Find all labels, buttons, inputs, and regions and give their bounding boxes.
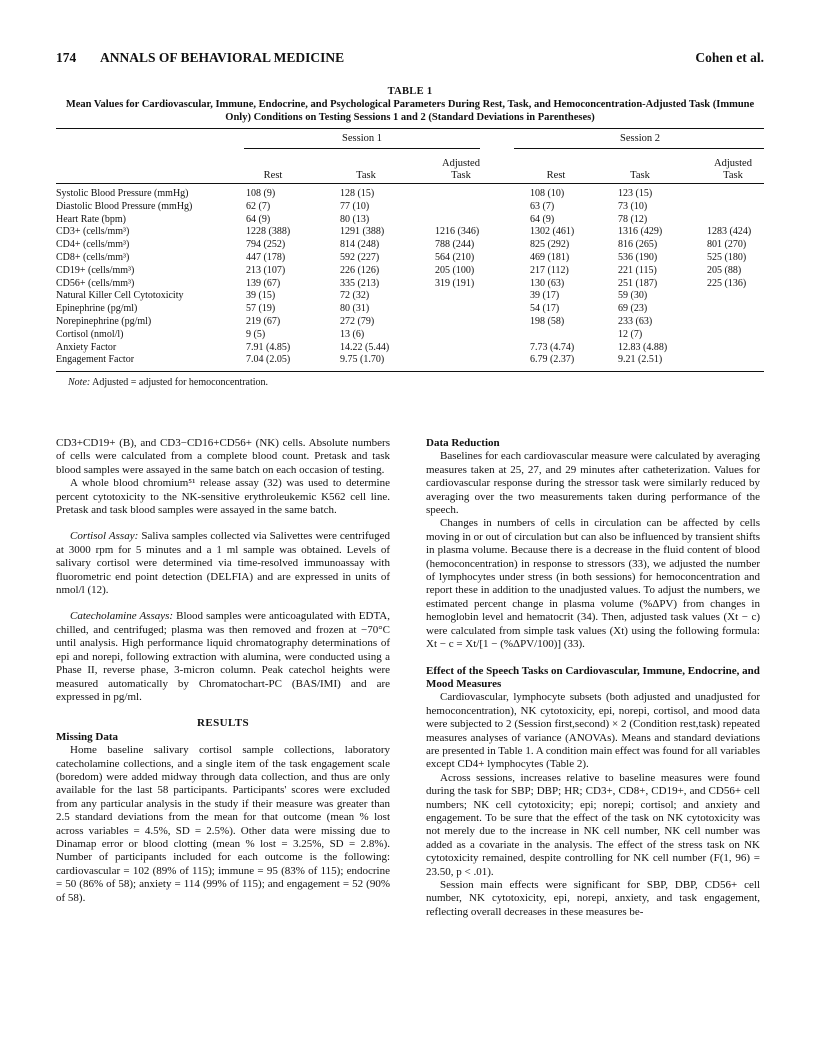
cell-s1-rest: 64 (9) (246, 213, 271, 225)
cell-s1-adjusted: 319 (191) (435, 277, 475, 289)
cell-s2-adjusted: 225 (136) (707, 277, 747, 289)
col-head-s2-adjusted (702, 158, 764, 182)
cell-s2-adjusted: 801 (270) (707, 239, 747, 251)
cell-s2-rest: 825 (292) (530, 239, 570, 251)
results-heading: RESULTS (197, 717, 249, 730)
cell-s2-rest: 39 (17) (530, 290, 560, 302)
cell-s1-rest: 219 (67) (246, 316, 281, 327)
author-credit: Cohen et al. (695, 50, 764, 65)
catecholamine-assay-lead: Catecholamine Assays: (70, 610, 174, 623)
row-label: CD19+ (cells/mm³) (56, 264, 135, 276)
cell-s1-task: 72 (32) (340, 290, 370, 302)
table-top-rule (56, 128, 764, 129)
cell-s1-rest: 9 (5) (246, 328, 266, 340)
col-head-s2-adjusted-line1: Adjusted (714, 158, 752, 169)
row-label: Cortisol (nmol/l) (56, 328, 124, 340)
cell-s1-rest: 1228 (388) (246, 226, 291, 238)
cell-s1-task: 128 (15) (340, 188, 375, 199)
table-row (56, 226, 764, 238)
row-label: Natural Killer Cell Cytotoxicity (56, 290, 184, 302)
cell-s1-rest: 39 (15) (246, 290, 276, 302)
page-number: 174 (56, 50, 77, 65)
row-label: CD56+ (cells/mm³) (56, 277, 135, 289)
table-note (68, 377, 268, 388)
cell-s1-adjusted: 1216 (346) (435, 226, 480, 238)
col-head-s1-task: Task (356, 170, 376, 181)
cell-s2-task: 536 (190) (618, 252, 658, 263)
cell-s1-task: 80 (13) (340, 213, 370, 225)
row-label: CD8+ (cells/mm³) (56, 252, 130, 263)
cell-s2-task: 123 (15) (618, 188, 653, 199)
row-label: Epinephrine (pg/ml) (56, 303, 138, 315)
missing-data-heading: Missing Data (56, 730, 119, 743)
row-label: Norepinephrine (pg/ml) (56, 316, 152, 327)
cortisol-assay-lead: Cortisol Assay: (70, 530, 139, 543)
cell-s2-task: 59 (30) (618, 290, 648, 302)
col-head-s2-task: Task (630, 170, 650, 181)
table-bottom-rule (56, 371, 764, 372)
right-paragraph-1: Baselines for each cardiovascular measure were calculated by averaging measures taken at 25, 27, and 29 minutes after catheterization. Values for cardiovascular response during the stressor task were similarly reduced by averaging over the two measurements taken during performance of the speech. (426, 450, 760, 517)
cell-s2-rest: 6.79 (2.37) (530, 354, 575, 366)
cell-s2-rest: 130 (63) (530, 277, 565, 289)
row-label: Diastolic Blood Pressure (mmHg) (56, 200, 193, 212)
cell-s1-adjusted: 788 (244) (435, 239, 475, 251)
cell-s2-task: 1316 (429) (618, 226, 663, 238)
row-label: CD3+ (cells/mm³) (56, 226, 130, 238)
cell-s1-rest: 213 (107) (246, 264, 286, 276)
table-label: TABLE 1 (387, 86, 433, 97)
cell-s2-task: 251 (187) (618, 277, 658, 289)
table-row (56, 252, 764, 264)
table-row (56, 303, 764, 315)
left-column (56, 437, 390, 905)
cell-s1-task: 226 (126) (340, 264, 380, 276)
session2-label: Session 2 (620, 133, 660, 144)
table-row (56, 201, 764, 213)
cell-s2-adjusted: 525 (180) (707, 252, 747, 263)
cell-s2-task: 73 (10) (618, 200, 648, 212)
left-paragraph-5: Home baseline salivary cortisol sample collections, laboratory catecholamine collections, and a single item of the task engagement scale (boredom) were added midway through data collection, and thus are only available for the last 58 participants. Participants' scores were excluded from any particular analysis in the study if their measure was greater than 2.5 standard deviations from the mean for that outcome (mean % lost across variables = 4.5%, SD = 2.5%). Other data were missing due to Dinamap error or blood clotting (mean % lost = 3.25%, SD = 2.8%). Number of participants included for each outcome is the following: cardiovascular = 102 (89% of 115); immune = 95 (83% of 115); endocrine = 50 (86% of 58); anxiety = 114 (99% of 115); and engagement = 52 (90% of 58). (56, 744, 390, 904)
cell-s1-task: 335 (213) (340, 277, 380, 289)
right-paragraph-5: Session main effects were significant for SBP, DBP, CD56+ cell number, NK cytotoxicity, epi, norepi, anxiety, and task engagement, reflecting overall decreases in these measures be- (426, 879, 760, 918)
cell-s1-task: 77 (10) (340, 200, 370, 212)
cell-s2-rest: 469 (181) (530, 252, 570, 263)
cell-s1-task: 80 (31) (340, 303, 370, 315)
running-header (56, 50, 764, 70)
left-paragraph-1: CD3+CD19+ (B), and CD3−CD16+CD56+ (NK) cells. Absolute numbers of cells were calculated from a complete blood count. Pretask and task blood samples were assayed in the same batch on each occasion of testing. (56, 437, 390, 476)
col-head-s1-adjusted-line1: Adjusted (442, 158, 480, 169)
cell-s2-task: 78 (12) (618, 213, 648, 225)
table-row (56, 290, 764, 302)
col-head-s2-adjusted-line2: Task (723, 170, 743, 181)
left-paragraph-2: A whole blood chromium⁵¹ release assay (32) was used to determine percent cytotoxicity to the NK-sensitive erythroleukemic K562 cell line. Pretask and task blood samples were assayed in the same batch. (56, 477, 390, 517)
table-row (56, 354, 764, 366)
session2-rule (514, 148, 764, 149)
table-row (56, 239, 764, 251)
cell-s2-task: 12.83 (4.88) (618, 341, 668, 353)
header-bottom-rule (56, 183, 764, 184)
cell-s2-adjusted: 1283 (424) (707, 226, 752, 238)
left-paragraph-3 (56, 530, 390, 597)
cell-s2-task: 12 (7) (618, 328, 643, 340)
cell-s1-rest: 108 (9) (246, 188, 276, 199)
cell-s1-rest: 139 (67) (246, 277, 281, 289)
cortisol-assay-text: Saliva samples collected via Salivettes were centrifuged at 3000 rpm for 5 minutes and a 1 ml sample was obtained. Levels of salivary cortisol were determined via time-resolved immunoassay with fluorometric end point detection (DELFIA) and are expressed in units of nmol/l (12). (56, 530, 390, 597)
cell-s1-rest: 7.91 (4.85) (246, 341, 291, 353)
cell-s2-task: 816 (265) (618, 239, 658, 251)
speech-task-effect-heading: Effect of the Speech Tasks on Cardiovascular, Immune, Endocrine, and Mood Measures (426, 664, 760, 690)
table-row (56, 342, 764, 354)
session1-rule (244, 148, 480, 149)
table-row (56, 278, 764, 290)
col-head-s1-adjusted (428, 158, 494, 182)
cell-s2-rest: 64 (9) (530, 213, 555, 225)
right-paragraph-4: Across sessions, increases relative to baseline measures were found during the task for SBP; DBP; HR; CD3+, CD8+, CD19+, and CD56+ cell numbers; NK cell cytotoxicity; epi; norepi; cortisol; and anxiety and engagement. To be sure that the effect of the task on NK cytotoxicity was not merely due to the increase in NK cell number, NK cell number was added as a covariate in the analysis. The effect of the stress task on NK cytotoxicity remained, despite controlling for NK cell number (F(1, 96) = 23.50, p < .01). (426, 771, 760, 878)
row-label: CD4+ (cells/mm³) (56, 239, 130, 251)
cell-s2-rest: 63 (7) (530, 200, 555, 212)
cell-s2-rest: 54 (17) (530, 303, 560, 315)
cell-s1-task: 9.75 (1.70) (340, 354, 385, 366)
cell-s1-adjusted: 564 (210) (435, 252, 475, 263)
cell-s1-adjusted: 205 (100) (435, 264, 475, 276)
cell-s1-task: 14.22 (5.44) (340, 341, 390, 353)
cell-s1-task: 814 (248) (340, 239, 380, 251)
col-head-s1-rest: Rest (263, 170, 283, 181)
cell-s1-rest: 7.04 (2.05) (246, 354, 291, 366)
row-label: Anxiety Factor (56, 341, 117, 353)
cell-s2-task: 69 (23) (618, 303, 648, 315)
cell-s1-task: 272 (79) (340, 316, 375, 327)
session1-label: Session 1 (342, 133, 382, 144)
cell-s2-rest: 1302 (461) (530, 226, 575, 238)
cell-s2-task: 221 (115) (618, 264, 657, 276)
table-row (56, 214, 764, 226)
table-row (56, 188, 764, 200)
catecholamine-assay-text: Blood samples were anticoagulated with EDTA, chilled, and centrifuged; plasma was then removed and frozen at −70°C until analysis. High performance liquid chromatography determinations of epi and norepi, following extraction with alumina, were conducted using a Phase II, reverse phase, 3-micron column. Peak catechol heights were measured automatically by Chromatochart-PC (BAS/IMI) and are expressed in pg/ml. (56, 610, 390, 703)
left-paragraph-4 (56, 610, 390, 704)
right-paragraph-2: Changes in numbers of cells in circulation can be affected by cells moving in or out of circulation but can also be influenced by transient shifts in plasma volume. Because there is a decrease in the fluid content of blood (hemoconcentration) in response to stressors (33), we adjusted the number of lymphocytes under stress (in both sessions) for hemoconcentration and report these in addition to the unadjusted values. To adjust the numbers, we estimated percent change in plasma volume (%ΔPV) from changes in hemoglobin level and hematocrit (34). Then, adjusted task values (Xt − c) were calculated from simple task values (Xt) using the following formula: Xt − c = Xt/[1 − (%ΔPV/100)] (33). (426, 517, 760, 651)
col-head-s1-adjusted-line2: Task (451, 170, 471, 181)
cell-s2-rest: 217 (112) (530, 264, 569, 276)
cell-s2-rest: 7.73 (4.74) (530, 341, 575, 353)
cell-s1-task: 13 (6) (340, 328, 365, 340)
col-head-s2-rest: Rest (546, 170, 566, 181)
row-label: Heart Rate (bpm) (56, 213, 126, 225)
cell-s2-rest: 198 (58) (530, 316, 565, 327)
cell-s2-task: 9.21 (2.51) (618, 354, 663, 366)
cell-s2-rest: 108 (10) (530, 188, 565, 199)
cell-s2-adjusted: 205 (88) (707, 264, 742, 276)
row-label: Engagement Factor (56, 354, 135, 366)
cell-s2-task: 233 (63) (618, 316, 653, 327)
data-reduction-heading: Data Reduction (426, 437, 500, 449)
journal-title: ANNALS OF BEHAVIORAL MEDICINE (100, 50, 345, 65)
row-label: Systolic Blood Pressure (mmHg) (56, 188, 189, 199)
cell-s1-rest: 62 (7) (246, 200, 271, 212)
cell-s1-rest: 794 (252) (246, 239, 286, 251)
table-row (56, 316, 764, 328)
table-note-label: Note: (68, 377, 91, 388)
right-column (426, 437, 760, 919)
cell-s1-rest: 447 (178) (246, 252, 286, 263)
table-row (56, 329, 764, 341)
cell-s1-task: 592 (227) (340, 252, 380, 263)
table-caption: Mean Values for Cardiovascular, Immune, Endocrine, and Psychological Parameters During Rest, Task, and Hemoconcentration-Adjusted Task (Immune Only) Conditions on Testing Sessions 1 and 2 (Standard Deviations in Parentheses) (65, 99, 755, 123)
right-paragraph-3: Cardiovascular, lymphocyte subsets (both adjusted and unadjusted for hemoconcentration), NK cytotoxicity, epi, norepi, cortisol, and mood data were subjected to 2 (Session first,second) × 2 (Condition rest,task) repeated measures analyses of variance (ANOVAs). Means and standard deviations are presented in Table 1. A condition main effect was found for all variables except CD4+ lymphocytes (Table 2). (426, 691, 760, 771)
table-row (56, 265, 764, 277)
cell-s1-task: 1291 (388) (340, 226, 385, 238)
cell-s1-rest: 57 (19) (246, 303, 276, 315)
table-note-text: Adjusted = adjusted for hemoconcentration. (92, 377, 269, 388)
